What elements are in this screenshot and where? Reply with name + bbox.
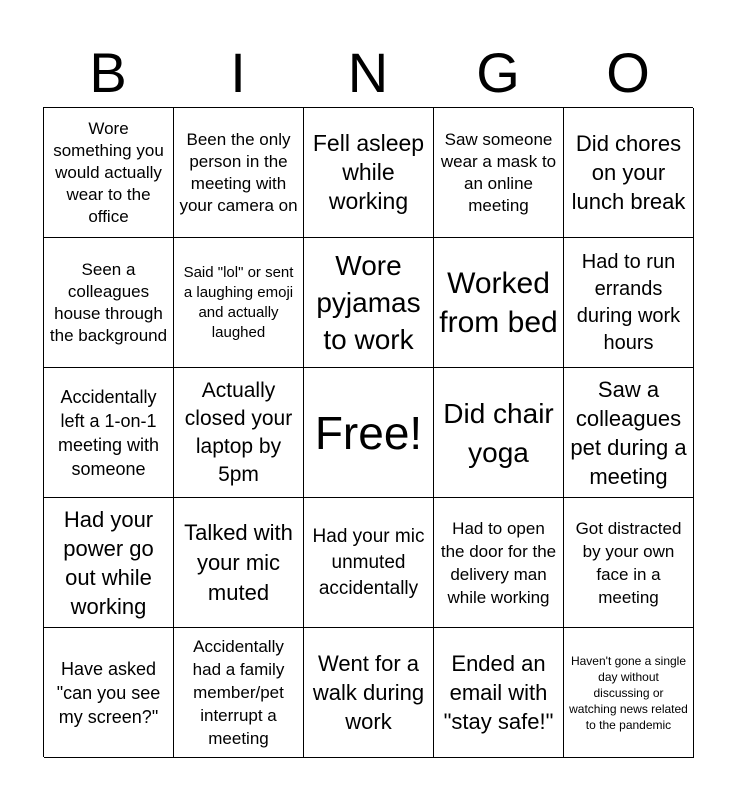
bingo-cell[interactable] xyxy=(304,628,434,758)
bingo-cell[interactable] xyxy=(434,238,564,368)
bingo-cell[interactable] xyxy=(174,238,304,368)
bingo-cell[interactable] xyxy=(174,368,304,498)
cell-text: Wore pyjamas to work xyxy=(316,250,421,355)
cell-text: Had to open the door for the delivery man while working xyxy=(440,518,557,607)
cell-text: Been the only person in the meeting with your camera on xyxy=(179,129,298,215)
cell-text: Said "lol" or sent a laughing emoji and actually laughed xyxy=(183,263,294,341)
cell-text: Fell asleep while working xyxy=(312,130,425,214)
bingo-cell[interactable] xyxy=(304,238,434,368)
cell-text: Seen a colleagues house through the background xyxy=(49,259,168,345)
bingo-cell[interactable] xyxy=(44,368,174,498)
cell-text: Did chores on your lunch break xyxy=(571,131,686,214)
cell-text: Went for a walk during work xyxy=(312,651,425,734)
bingo-cell[interactable] xyxy=(434,498,564,628)
header-letter-g: G xyxy=(476,41,520,104)
cell-text: Worked from bed xyxy=(439,266,558,339)
bingo-header xyxy=(43,42,693,104)
cell-text: Got distracted by your own face in a meeting xyxy=(575,518,682,607)
cell-text: Haven't gone a single day without discussing or watching news related to the pandemic xyxy=(569,653,688,732)
cell-text: Talked with your mic muted xyxy=(184,519,293,605)
cell-text: Actually closed your laptop by 5pm xyxy=(184,378,293,486)
bingo-cell[interactable] xyxy=(304,498,434,628)
bingo-cell[interactable] xyxy=(434,108,564,238)
cell-text: Had your power go out while working xyxy=(63,506,154,619)
bingo-cell[interactable] xyxy=(44,108,174,238)
bingo-cell[interactable] xyxy=(174,628,304,758)
bingo-cell[interactable] xyxy=(434,628,564,758)
bingo-cell[interactable] xyxy=(434,368,564,498)
bingo-cell[interactable] xyxy=(44,628,174,758)
cell-text: Ended an email with "stay safe!" xyxy=(443,651,554,734)
cell-text: Had to run errands during work hours xyxy=(576,250,681,354)
cell-text: Have asked "can you see my screen?" xyxy=(56,658,161,727)
header-letter-n: N xyxy=(347,41,389,104)
cell-text: Wore something you would actually wear to the office xyxy=(53,118,164,226)
cell-text: Saw someone wear a mask to an online meeting xyxy=(440,129,557,215)
header-letter-b: B xyxy=(89,41,127,104)
bingo-cell[interactable] xyxy=(564,628,694,758)
bingo-cell[interactable] xyxy=(174,498,304,628)
cell-text: Had your mic unmuted accidentally xyxy=(312,525,425,599)
bingo-cell[interactable] xyxy=(304,108,434,238)
bingo-grid xyxy=(43,107,693,757)
bingo-cell[interactable] xyxy=(564,368,694,498)
free-space-cell[interactable] xyxy=(304,368,434,498)
header-letter-i: I xyxy=(230,41,246,104)
bingo-cell[interactable] xyxy=(564,238,694,368)
cell-text: Accidentally had a family member/pet interrupt a meeting xyxy=(192,637,285,748)
bingo-cell[interactable] xyxy=(44,238,174,368)
bingo-cell[interactable] xyxy=(174,108,304,238)
header-letter-o: O xyxy=(606,41,650,104)
free-space-text: Free! xyxy=(314,406,423,459)
bingo-cell[interactable] xyxy=(564,498,694,628)
bingo-cell[interactable] xyxy=(564,108,694,238)
cell-text: Saw a colleagues pet during a meeting xyxy=(570,376,687,489)
cell-text: Accidentally left a 1-on-1 meeting with someone xyxy=(57,386,160,479)
bingo-cell[interactable] xyxy=(44,498,174,628)
cell-text: Did chair yoga xyxy=(443,397,554,468)
